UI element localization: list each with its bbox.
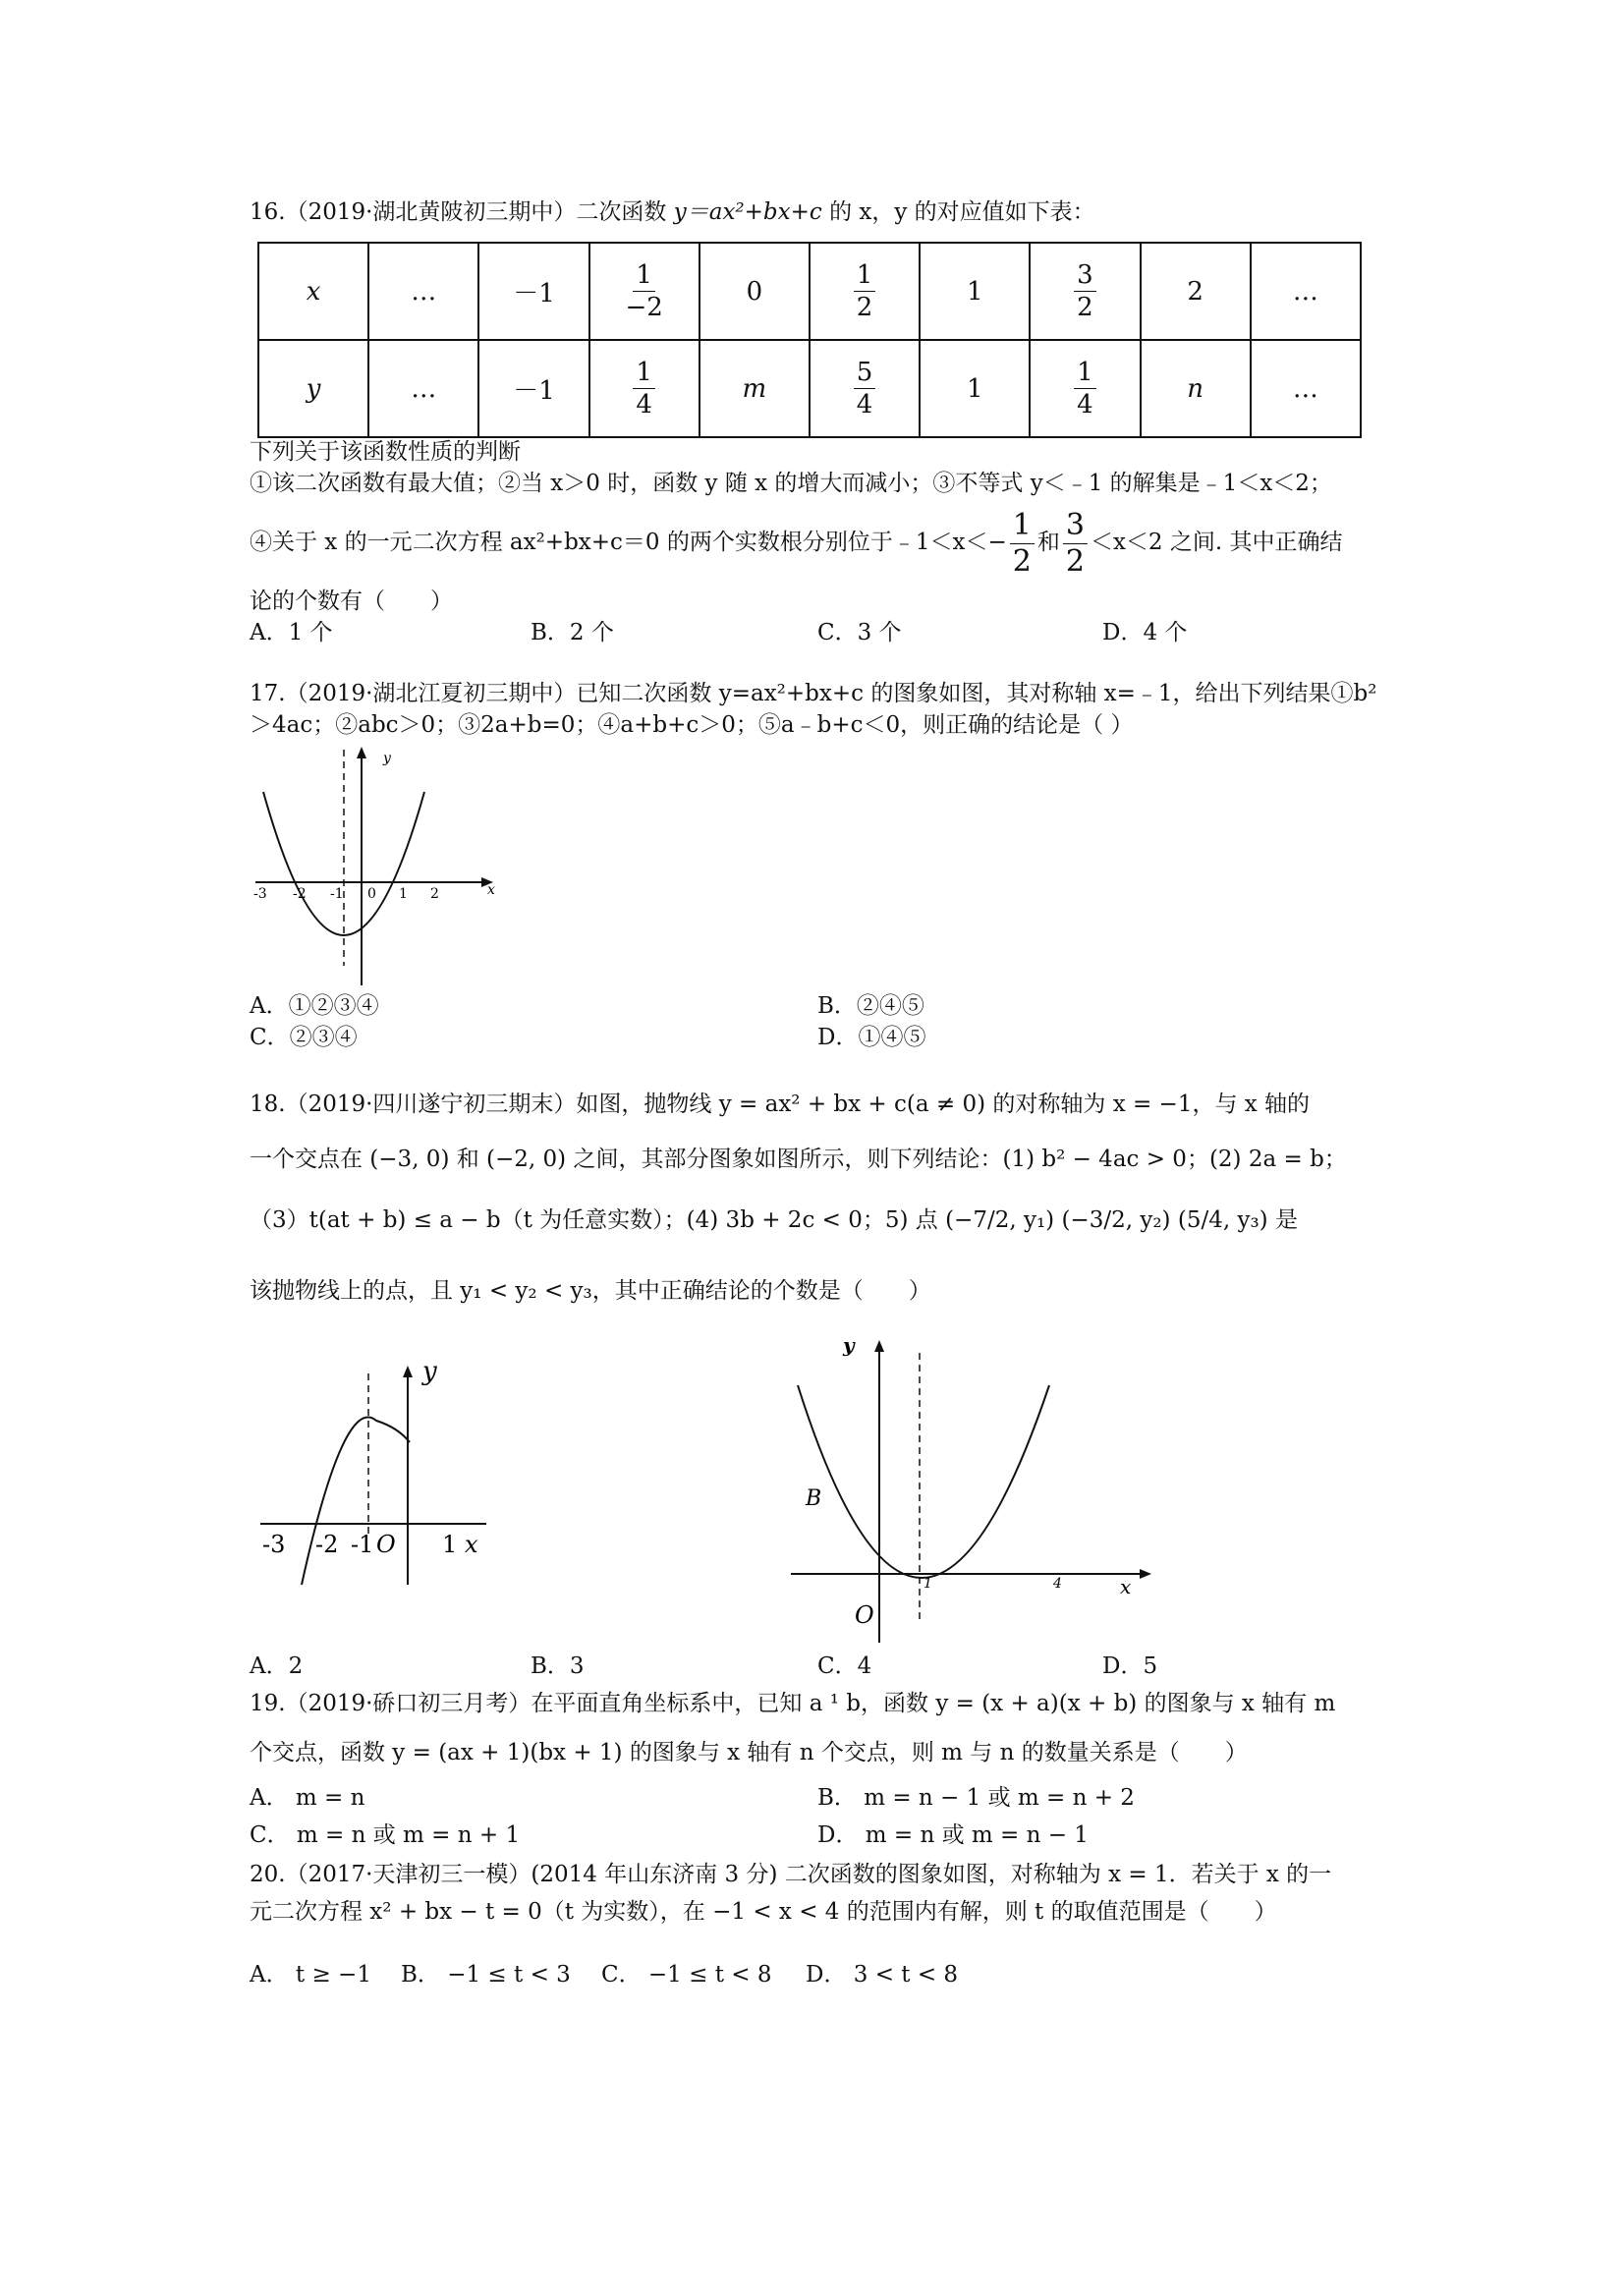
q16-option-a[interactable]: A．1 个 <box>250 620 333 645</box>
point-label-b: B <box>806 1486 822 1511</box>
q16-line3b: 和 <box>1036 530 1060 555</box>
table-cell-y-label: y <box>258 340 368 437</box>
table-cell: m <box>700 340 810 437</box>
table-cell: n <box>1141 340 1251 437</box>
q17-option-a[interactable]: A．①②③④ <box>250 993 379 1019</box>
tick-label: -2 <box>315 1531 339 1558</box>
q16-option-b[interactable]: B．2 个 <box>531 620 614 645</box>
q16-line2: ①该二次函数有最大值；②当 x＞0 时，函数 y 随 x 的增大而减小；③不等式 y＜﹣1 的解集是﹣1＜x＜2； <box>250 471 1332 496</box>
y-axis-label: y <box>422 1357 437 1386</box>
x-axis-label: x <box>1120 1575 1132 1598</box>
q18-graph-right <box>786 1328 1169 1652</box>
table-cell-x-label: x <box>258 243 368 340</box>
x-axis-arrow <box>1140 1569 1151 1579</box>
table-cell-fraction: $\frac{1}{-2}$ <box>589 243 700 340</box>
origin-label: O <box>376 1531 396 1558</box>
tick-label: -2 <box>293 886 307 902</box>
table-cell: －1 <box>478 340 588 437</box>
y-axis-label: y <box>383 751 391 766</box>
q19-option-d[interactable]: D． m = n 或 m = n − 1 <box>817 1822 1089 1848</box>
x-axis-label: x <box>487 882 495 898</box>
table-row-x <box>258 243 1361 340</box>
tick-label: 1 <box>399 886 408 902</box>
q18-line1: 18.（2019·四川遂宁初三期末）如图，抛物线 y = ax² + bx + c(a ≠ 0) 的对称轴为 x = −1，与 x 轴的 <box>250 1092 1311 1117</box>
tick-label: -3 <box>253 886 267 902</box>
q16-line3c: ＜x＜2 之间. 其中正确结 <box>1090 530 1343 555</box>
q19-option-b[interactable]: B． m = n − 1 或 m = n + 2 <box>817 1785 1135 1811</box>
q20-line2: 元二次方程 x² + bx − t = 0（t 为实数），在 −1 < x < 4 的范围内有解，则 t 的取值范围是（ ） <box>250 1899 1277 1925</box>
y-axis-arrow <box>357 747 366 758</box>
q18-option-c[interactable]: C．4 <box>817 1653 872 1679</box>
q17-option-c[interactable]: C．②③④ <box>250 1025 358 1050</box>
y-axis-arrow <box>874 1340 884 1352</box>
q18-line3: （3）t(at + b) ≤ a − b（t 为任意实数）；(4) 3b + 2c < 0；5) 点 (−7/2, y₁) (−3/2, y₂) (5/4, y₃) 是 <box>250 1207 1298 1233</box>
tick-label: 1 <box>923 1576 932 1592</box>
table-cell: 0 <box>700 243 810 340</box>
q18-graph-left <box>251 1344 516 1590</box>
tick-label: -3 <box>262 1531 286 1558</box>
table-cell: 1 <box>920 340 1030 437</box>
y-axis-label: y <box>843 1333 855 1357</box>
q19-line2: 个交点，函数 y = (ax + 1)(bx + 1) 的图象与 x 轴有 n 个交点，则 m 与 n 的数量关系是（ ） <box>250 1740 1248 1765</box>
table-cell: －1 <box>478 243 588 340</box>
q20-line1: 20.（2017·天津初三一模）(2014 年山东济南 3 分) 二次函数的图象如图，对称轴为 x = 1．若关于 x 的一 <box>250 1862 1332 1887</box>
x-axis-label: x <box>465 1531 478 1558</box>
table-cell: … <box>368 340 478 437</box>
origin-label: O <box>855 1601 874 1629</box>
tick-label: -1 <box>351 1531 374 1558</box>
table-cell-fraction: $\frac{1}{4}$ <box>589 340 700 437</box>
q16-stem <box>250 196 1095 228</box>
q17-line1: 17.（2019·湖北江夏初三期中）已知二次函数 y=ax²+bx+c 的图象如图，其对称轴 x=﹣1，给出下列结果①b² <box>250 681 1377 706</box>
y-axis-arrow <box>403 1366 413 1377</box>
q20-option-b[interactable]: B． −1 ≤ t < 3 <box>401 1962 571 1988</box>
parabola <box>302 1417 410 1585</box>
table-cell: 1 <box>920 243 1030 340</box>
q16-function: y＝ax²+bx+c <box>673 199 822 225</box>
q17-graph <box>246 745 511 990</box>
table-cell-fraction: $\frac{3}{2}$ <box>1030 243 1140 340</box>
q16-value-table <box>257 242 1362 438</box>
q16-line3: ④关于 x 的一元二次方程 ax²+bx+c＝0 的两个实数根分别位于﹣1＜x＜− $\frac{1}{2}$ 和 $\frac{3}{2}$ ＜x＜2 之间. 其中正确结 <box>250 507 1343 579</box>
q16-suffix: 的 x，y 的对应值如下表： <box>821 199 1095 225</box>
q18-line4: 该抛物线上的点，且 y₁ < y₂ < y₃，其中正确结论的个数是（ ） <box>250 1278 931 1304</box>
tick-label: 1 <box>442 1531 458 1558</box>
q18-line2: 一个交点在 (−3, 0) 和 (−2, 0) 之间，其部分图象如图所示，则下列结论：(1) b² − 4ac > 0；(2) 2a = b； <box>250 1147 1347 1172</box>
tick-label: 0 <box>367 886 376 902</box>
q17-option-d[interactable]: D．①④⑤ <box>817 1025 926 1050</box>
table-cell: … <box>1251 340 1361 437</box>
tick-label: 4 <box>1053 1576 1062 1592</box>
q20-option-a[interactable]: A． t ≥ −1 <box>250 1962 371 1988</box>
q16-option-d[interactable]: D．4 个 <box>1102 620 1188 645</box>
q18-option-b[interactable]: B．3 <box>531 1653 585 1679</box>
q16-line1: 下列关于该函数性质的判断 <box>250 439 521 465</box>
q16-prefix: 16.（2019·湖北黄陂初三期中）二次函数 <box>250 199 674 225</box>
q20-option-c[interactable]: C． −1 ≤ t < 8 <box>601 1962 772 1988</box>
q19-option-a[interactable]: A． m = n <box>250 1785 365 1811</box>
q19-option-c[interactable]: C． m = n 或 m = n + 1 <box>250 1822 521 1848</box>
q16-line4: 论的个数有（ ） <box>250 588 453 614</box>
table-cell: 2 <box>1141 243 1251 340</box>
table-cell-fraction: $\frac{1}{4}$ <box>1030 340 1140 437</box>
q18-option-d[interactable]: D．5 <box>1102 1653 1158 1679</box>
q17-line2: ＞4ac；②abc＞0；③2a+b=0；④a+b+c＞0；⑤a﹣b+c＜0，则正确的结论是（ ） <box>250 712 1134 738</box>
q16-option-c[interactable]: C．3 个 <box>817 620 902 645</box>
q16-line3a: ④关于 x 的一元二次方程 ax²+bx+c＝0 的两个实数根分别位于﹣1＜x＜− <box>250 530 1007 555</box>
table-cell-fraction: $\frac{1}{2}$ <box>810 243 920 340</box>
q17-option-b[interactable]: B．②④⑤ <box>817 993 924 1019</box>
table-cell: … <box>368 243 478 340</box>
table-cell-fraction: $\frac{5}{4}$ <box>810 340 920 437</box>
q18-option-a[interactable]: A．2 <box>250 1653 304 1679</box>
tick-label: -1 <box>330 886 344 902</box>
tick-label: 2 <box>430 886 439 902</box>
parabola <box>798 1385 1049 1578</box>
table-row-y <box>258 340 1361 437</box>
table-cell: … <box>1251 243 1361 340</box>
q20-option-d[interactable]: D． 3 < t < 8 <box>806 1962 959 1988</box>
q19-line1: 19.（2019·硚口初三月考）在平面直角坐标系中，已知 a ¹ b，函数 y = (x + a)(x + b) 的图象与 x 轴有 m <box>250 1691 1336 1716</box>
